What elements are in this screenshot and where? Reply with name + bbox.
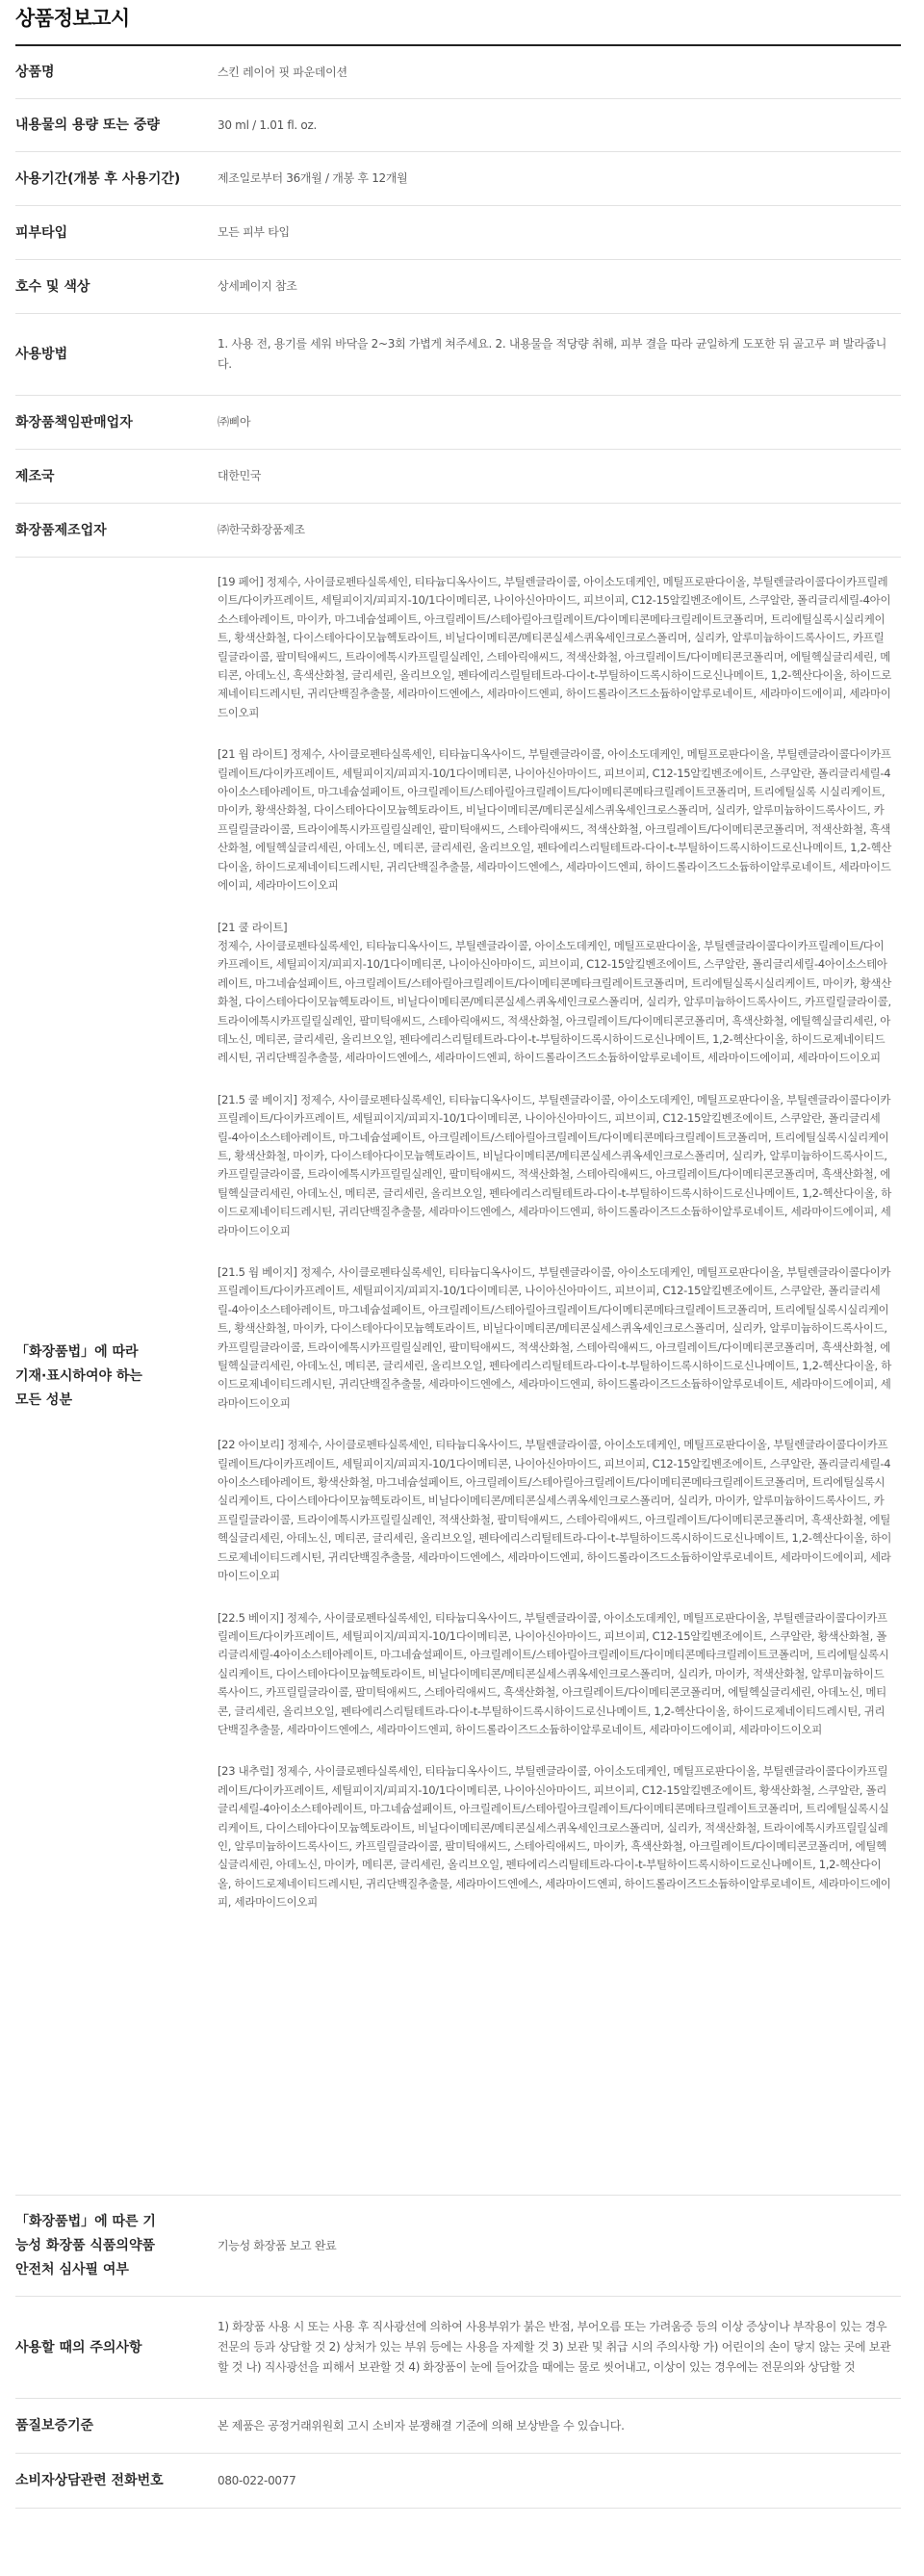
row-value: 본 제품은 공정거래위원회 고시 소비자 분쟁해결 기준에 의해 보상받을 수 있습니다. (218, 2418, 625, 2433)
info-row-skin-type (15, 206, 901, 260)
info-row-cautions (15, 2297, 901, 2399)
page-title: 상품정보고시 (15, 4, 901, 46)
row-value: 제조일로부터 36개월 / 개봉 후 12개월 (218, 171, 408, 185)
ingredient-block: [21.5 쿨 베이지] 정제수, 사이클로펜타실록세인, 티타늄디옥사이드, 부틸렌글라이콜, 아이소도데케인, 메틸프로판다이올, 부틸렌글라이콜다이카프릴레이트/다이카프레이트, 세틸피이지/피피지-10/1다이메티콘, 나이아신아마이드, 피브이피, C12-15알킬벤조에이트, 스쿠알란, 폴리글리세릴-4아이소스테아레이트, 마그네슘설페이트, 아크릴레이트/스테아릴아크릴레이트/다이메티콘메타크릴레이트코폴리머, 트리에틸실록시실리케이트, 황색산화철, 마이카, 다이스테아다이모늄헥토라이트, 비닐다이메티콘/메티콘실세스퀴옥세인크로스폴리머, 실리카, 알루미늄하이드록사이드, 카프릴릴글라이콜, 트라이에톡시카프릴릴실레인, 팔미틱애씨드, 적색산화철, 스테아릭애씨드, 아크릴레이트/다이메티콘코폴리머, 흑색산화철, 에틸헥실글리세린, 아데노신, 메티콘, 글리세린, 올리브오일, 펜타에리스리틸테트라-다이-t-부틸하이드록시하이드로신나메이트, 1,2-헥산다이올, 하이드로제네이티드레시틴, 귀리단백질추출물, 세라마이드엔에스, 세라마이드엔피, 하이드롤라이즈드소듐하이알루로네이트, 세라마이드에이피, 세라마이드이오피 (218, 1092, 892, 1237)
row-label: 호수 및 색상 (15, 278, 90, 295)
info-row-expiry (15, 152, 901, 206)
info-row-quality-guarantee (15, 2399, 901, 2454)
info-row-ingredients (15, 558, 901, 2196)
row-value: 1. 사용 전, 용기를 세워 바닥을 2~3회 가볍게 쳐주세요. 2. 내용물을 적당량 취해, 피부 결을 따라 균일하게 도포한 뒤 골고루 펴 발라줍니다. (218, 337, 887, 371)
row-label: 「화장품법」에 따른 기능성 화장품 식품의약품안전처 심사필 여부 (15, 2213, 156, 2277)
row-label: 사용할 때의 주의사항 (15, 2339, 142, 2355)
row-label: 상품명 (15, 65, 55, 80)
row-value: 모든 피부 타입 (218, 225, 290, 239)
row-label: 피부타입 (15, 224, 68, 241)
row-label: 화장품책임판매업자 (15, 414, 133, 430)
row-value: ㈜삐아 (218, 415, 251, 429)
ingredient-block: [21 쿨 라이트] 정제수, 사이클로펜타실록세인, 티타늄디옥사이드, 부틸렌글라이콜, 아이소도데케인, 메틸프로판다이올, 부틸렌글라이콜다이카프릴레이트/다이카프레이트, 세틸피이지/피피지-10/1다이메티콘, 나이아신아마이드, 피브이피, C12-15알킬벤조에이트, 스쿠알란, 폴리글리세릴-4아이소스테아레이트, 마그네슘설페이트, 아크릴레이트/스테아릴아크릴레이트/다이메티콘메타크릴레이트코폴리머, 트리에틸실록시실리케이트, 마이카, 황색산화철, 다이스테아다이모늄헥토라이트, 비닐다이메티콘/메티콘실세스퀴옥세인크로스폴리머, 실리카, 알루미늄하이드록사이드, 카프릴릴글라이콜, 트라이에톡시카프릴릴실레인, 팔미틱애씨드, 스테아릭애씨드, 적색산화철, 아크릴레이트/다이메티콘코폴리머, 흑색산화철, 에틸헥실글리세린, 아데노신, 메티콘, 글리세린, 올리브오일, 펜타에리스리틸테트라-다이-t-부틸하이드록시하이드로신나메이트, 1,2-헥산다이올, 하이드로제네이티드레시틴, 귀리단백질추출물, 세라마이드엔에스, 세라마이드엔피, 하이드롤라이즈드소듐하이알루로네이트, 세라마이드에이피, 세라마이드이오피 (218, 920, 892, 1065)
info-row-distributor (15, 396, 901, 450)
row-label: 내용물의 용량 또는 중량 (15, 117, 160, 133)
ingredient-block: [22.5 베이지] 정제수, 사이클로펜타실록세인, 티타늄디옥사이드, 부틸렌글라이콜, 아이소도데케인, 메틸프로판다이올, 부틸렌글라이콜다이카프릴레이트/다이카프레이트, 세틸피이지/피피지-10/1다이메티콘, 나이아신아마이드, 피브이피, C12-15알킬벤조에이트, 스쿠알란, 황색산화철, 폴리글리세릴-4아이소스테아레이트, 마그네슘설페이트, 아크릴레이트/스테아릴아크릴레이트/다이메티콘메타크릴레이트코폴리머, 트리에틸실록시실리케이트, 다이스테아다이모늄헥토라이트, 비닐다이메티콘/메티콘실세스퀴옥세인크로스폴리머, 실리카, 마이카, 적색산화철, 알루미늄하이드록사이드, 카프릴릴글라이콜, 팔미틱애씨드, 스테아릭애씨드, 흑색산화철, 아크릴레이트/다이메티콘코폴리머, 에틸헥실글리세린, 아데노신, 메티콘, 글리세린, 올리브오일, 펜타에리스리틸테트라-다이-t-부틸하이드록시하이드로신나메이트, 1,2-헥산다이올, 하이드로제네이티드레시틴, 귀리단백질추출물, 세라마이드엔에스, 세라마이드엔피, 하이드롤라이즈드소듐하이알루로네이트, 세라마이드에이피, 세라마이드이오피 (218, 1610, 889, 1736)
row-value: 상세페이지 참조 (218, 279, 297, 293)
info-row-phone (15, 2454, 901, 2509)
info-row-functional-review (15, 2196, 901, 2297)
row-value: 기능성 화장품 보고 완료 (218, 2238, 337, 2252)
info-row-volume (15, 99, 901, 152)
row-value: 스킨 레이어 핏 파운데이션 (218, 65, 347, 79)
info-row-shade (15, 260, 901, 314)
ingredient-block: [22 아이보리] 정제수, 사이클로펜타실록세인, 티타늄디옥사이드, 부틸렌글라이콜, 아이소도데케인, 메틸프로판다이올, 부틸렌글라이콜다이카프릴레이트/다이카프레이트, 세틸피이지/피피지-10/1다이메티콘, 나이아신아마이드, 피브이피, C12-15알킬벤조에이트, 스쿠알란, 폴리글리세릴-4아이소스테아레이트, 황색산화철, 마그네슘설페이트, 아크릴레이트/스테아릴아크릴레이트/다이메티콘메타크릴레이트코폴리머, 트리에틸실록시실리케이트, 다이스테아다이모늄헥토라이트, 비닐다이메티콘/메티콘실세스퀴옥세인크로스폴리머, 실리카, 마이카, 알루미늄하이드록사이드, 카프릴릴글라이콜, 트라이에톡시카프릴릴실레인, 적색산화철, 팔미틱애씨드, 스테아릭애씨드, 아크릴레이트/다이메티콘코폴리머, 흑색산화철, 에틸헥실글리세린, 아데노신, 메티콘, 글리세린, 올리브오일, 펜타에리스리틸테트라-다이-t-부틸하이드록시하이드로신나메이트, 1,2-헥산다이올, 하이드로제네이티드레시틴, 귀리단백질추출물, 세라마이드엔에스, 세라마이드엔피, 하이드롤라이즈드소듐하이알루로네이트, 세라마이드에이피, 세라마이드이오피 (218, 1438, 892, 1583)
row-label: 화장품제조업자 (15, 522, 107, 538)
row-label: 사용기간(개봉 후 사용기간) (15, 170, 181, 187)
info-row-usage (15, 314, 901, 396)
row-label: 제조국 (15, 468, 55, 484)
ingredient-block: [23 내추럴] 정제수, 사이클로펜타실록세인, 티타늄디옥사이드, 부틸렌글라이콜, 아이소도데케인, 메틸프로판다이올, 부틸렌글라이콜다이카프릴레이트/다이카프레이트, 세틸피이지/피피지-10/1다이메티콘, 나이아신아마이드, 피브이피, C12-15알킬벤조에이트, 황색산화철, 스쿠알란, 폴리글리세릴-4아이소스테아레이트, 마그네슘설페이트, 아크릴레이트/스테아릴아크릴레이트/다이메티콘메타크릴레이트코폴리머, 트리에틸실록시실리케이트, 다이스테아다이모늄헥토라이트, 비닐다이메티콘/메티콘실세스퀴옥세인크로스폴리머, 실리카, 적색산화철, 트라이에톡시카프릴릴실레인, 알루미늄하이드록사이드, 카프릴릴글라이콜, 팔미틱애씨드, 스테아릭애씨드, 마이카, 흑색산화철, 아크릴레이트/다이메티콘코폴리머, 에틸헥실글리세린, 아데노신, 마이카, 메티콘, 글리세린, 올리브오일, 펜타에리스리틸테트라-다이-t-부틸하이드록시하이드로신나메이트, 1,2-헥산다이올, 하이드로제네이티드레시틴, 귀리단백질추출물, 세라마이드엔에스, 세라마이드엔피, 하이드롤라이즈드소듐하이알루로네이트, 세라마이드에이피, 세라마이드이오피 (218, 1764, 891, 1910)
info-row-product-name (15, 46, 901, 99)
row-label: 「화장품법」에 따라 기재·표시하여야 하는 모든 성분 (15, 1343, 142, 1408)
row-label: 품질보증기준 (15, 2418, 94, 2433)
row-label: 소비자상담관련 전화번호 (15, 2473, 164, 2488)
info-row-country (15, 450, 901, 504)
row-value: 080-022-0077 (218, 2473, 296, 2487)
ingredient-block: [19 페어] 정제수, 사이클로펜타실록세인, 티타늄디옥사이드, 부틸렌글라이콜, 아이소도데케인, 메틸프로판다이올, 부틸렌글라이콜다이카프릴레이트/다이카프레이트, 세틸피이지/피피지-10/1다이메티콘, 나이아신아마이드, 피브이피, C12-15알킬벤조에이트, 스쿠알란, 폴리글리세릴-4아이소스테아레이트, 마이카, 마그네슘설페이트, 아크릴레이트/스테아릴아크릴레이트/다이메티콘메타크릴레이트코폴리머, 트리에틸실록시실리케이트, 황색산화철, 다이스테아다이모늄헥토라이트, 비닐다이메티콘/메티콘실세스퀴옥세인크로스폴리머, 실리카, 알루미늄하이드록사이드, 카프릴릴글라이콜, 팔미틱애씨드, 트라이에톡시카프릴릴실레인, 스테아릭애씨드, 적색산화철, 아크릴레이트/다이메티콘코폴리머, 에틸헥실글리세린, 메티콘, 아데노신, 흑색산화철, 글리세린, 올리브오일, 펜타에리스릴틸테트라-다이-t-부틸하이드록시하이드로신나메이트, 1,2-헥산다이올, 하이드로제네이티드레시틴, 귀리단백질추출물, 세라마이드엔에스, 세라마이드엔피, 하이드롤라이즈드소듐하이알루로네이트, 세라마이드에이피, 세라마이드이오피 (218, 575, 892, 719)
ingredient-block: [21.5 웜 베이지] 정제수, 사이클로펜타실록세인, 티타늄디옥사이드, 부틸렌글라이콜, 아이소도데케인, 메틸프로판다이올, 부틸렌글라이콜다이카프릴레이트/다이카프레이트, 세틸피이지/피피지-10/1다이메티콘, 나이아신아마이드, 피브이피, C12-15알킬벤조에이트, 스쿠알란, 폴리글리세릴-4아이소스테아레이트, 마그네슘설페이트, 아크릴레이트/스테아릴아크릴레이트/다이메티콘메타크릴레이트코폴리머, 트리에틸실록시실리케이트, 황색산화철, 마이카, 다이스테아다이모늄헥토라이트, 비닐다이메티콘/메티콘실세스퀴옥세인크로스폴리머, 실리카, 알루미늄하이드록사이드, 카프릴릴글라이콜, 트라이에톡시카프릴릴실레인, 팔미틱애씨드, 적색산화철, 스테아릭애씨드, 아크릴레이트/다이메티콘코폴리머, 흑색산화철, 에틸헥실글리세린, 아데노신, 메티콘, 글리세린, 올리브오일, 펜타에리스리틸테트라-다이-t-부틸하이드록시하이드로신나메이트, 1,2-헥산다이올, 하이드로제네이티드레시틴, 귀리단백질추출물, 세라마이드엔에스, 세라마이드엔피, 하이드롤라이즈드소듐하이알루로네이트, 세라마이드에이피, 세라마이드이오피 (218, 1265, 892, 1410)
row-value: ㈜한국화장품제조 (218, 523, 305, 536)
info-row-manufacturer (15, 504, 901, 558)
row-value: 대한민국 (218, 469, 262, 482)
row-label: 사용방법 (15, 347, 68, 362)
row-value: 30 ml / 1.01 fl. oz. (218, 117, 317, 132)
ingredient-block: [21 웜 라이트] 정제수, 사이클로펜타실록세인, 티타늄디옥사이드, 부틸렌글라이콜, 아이소도데케인, 메틸프로판다이올, 부틸렌글라이콜다이카프릴레이트/다이카프레이트, 세틸피이지/피피지-10/1다이메티콘, 나이아신아마이드, 피브이피, C12-15알킬벤조에이트, 스쿠알란, 폴리글리세릴-4아이소스테아레이트, 마그네슘설페이트, 아크릴레이트/스테아릴아크릴레이트/다이메티콘메타크릴레이트코폴리머, 트리에틸실록 시실리케이트, 마이카, 황색산화철, 다이스테아다이모늄헥토라이트, 비닐다이메티콘/메티콘실세스퀴옥세인크로스폴리머, 실리카, 알루미늄하이드록사이드, 카프릴릴글라이콜, 트라이에톡시카프릴릴실레인, 팔미틱애씨드, 스테아릭애씨드, 적색산화철, 아크릴레이트/다이메티콘코폴리머, 적색산화철, 흑색산화철, 에틸헥실글리세린, 아데노신, 메티콘, 글리세린, 올리브오일, 펜타에리스리틸테트라-다이-t-부틸하이드록시하이드로신나메이트, 1,2-헥산다이올, 하이드로제네이티드레시틴, 귀리단백질추출물, 세라마이드엔에스, 세라마이드엔피, 하이드롤라이즈드소듐하이알루로네이트, 세라마이드에이피, 세라마이드이오피 (218, 747, 892, 893)
ingredients-list (210, 558, 901, 2195)
row-value: 1) 화장품 사용 시 또는 사용 후 직사광선에 의하여 사용부위가 붉은 반점, 부어오름 또는 가려움증 등의 이상 증상이나 부작용이 있는 경우 전문의 등과 상담할 것 2) 상처가 있는 부위 등에는 사용을 자제할 것 3) 보관 및 취급 시의 주의사항 가) 어린이의 손이 닿지 않는 곳에 보관할 것 나) 직사광선을 피해서 보관할 것 4) 화장품이 눈에 들어갔을 때에는 물로 씻어내고, 이상이 있는 경우에는 전문의와 상담할 것 (218, 2320, 891, 2374)
